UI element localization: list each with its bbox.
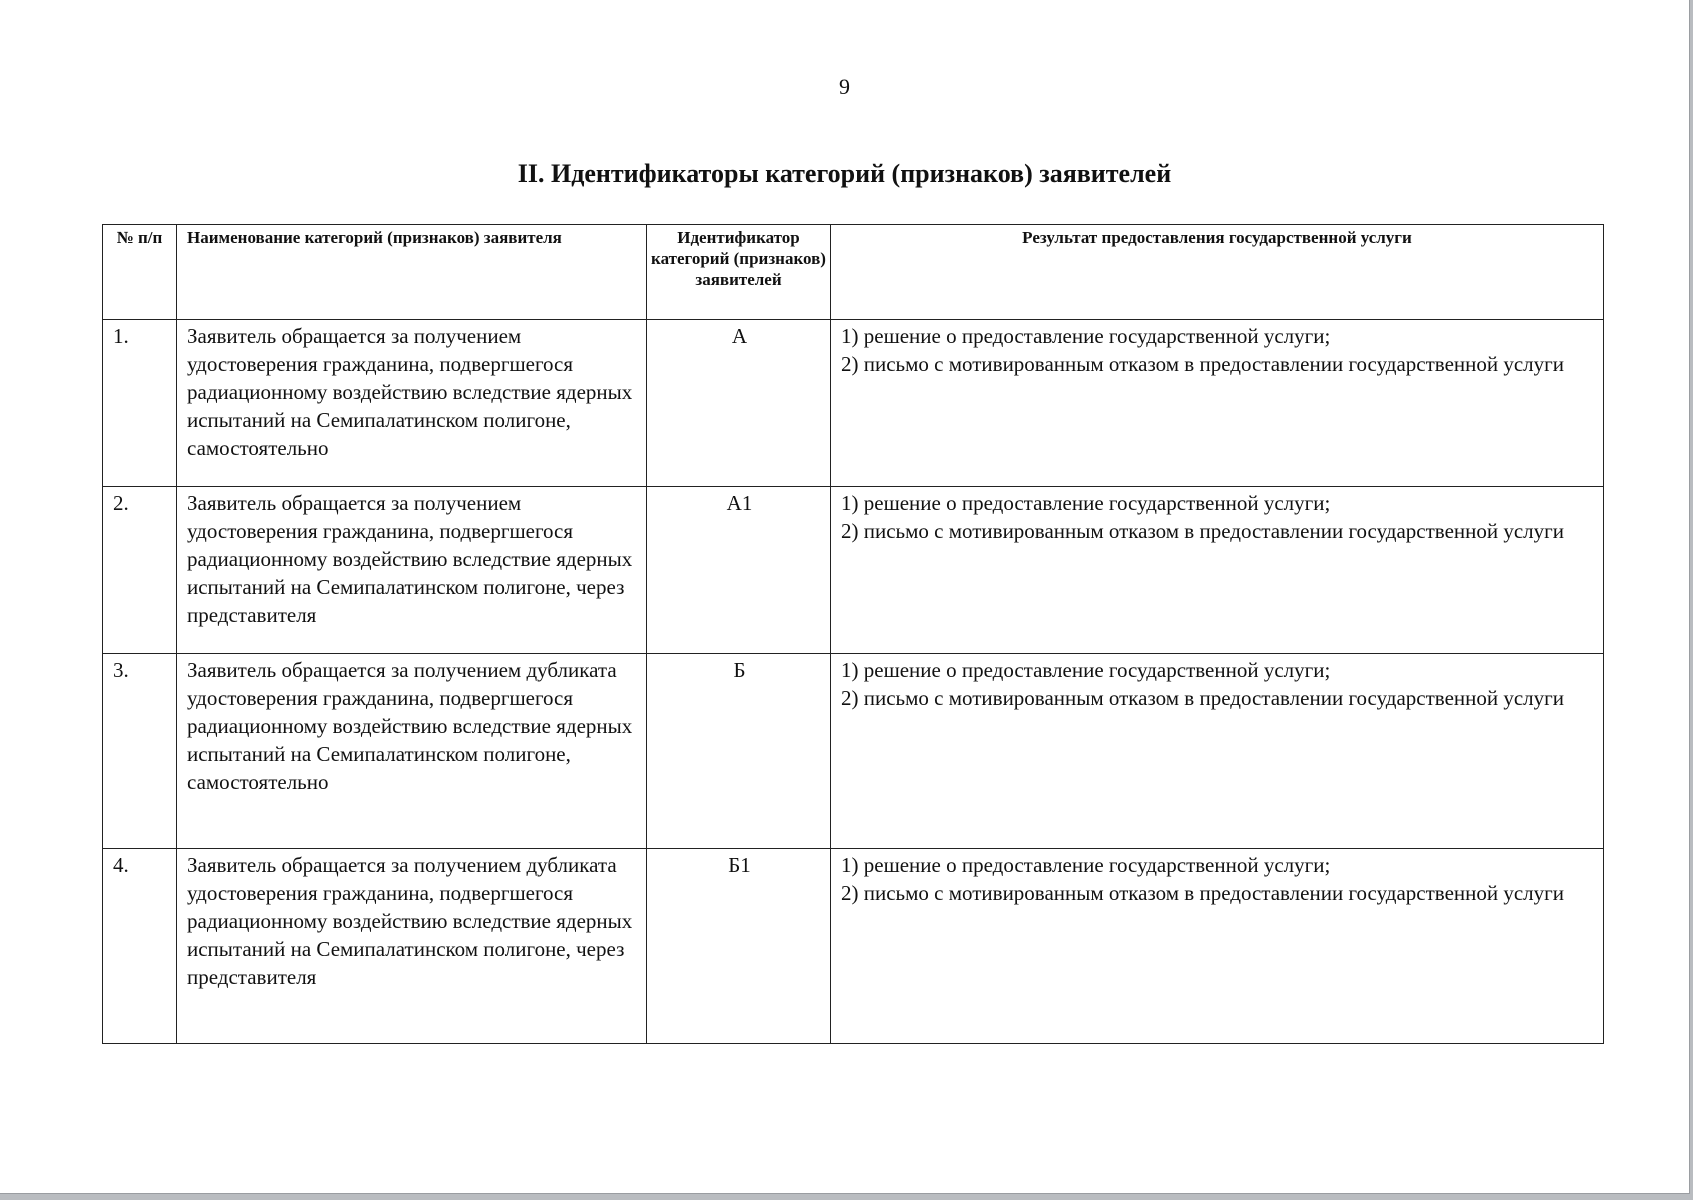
table-row xyxy=(103,654,1604,849)
result-option-2: 2) письмо с мотивированным отказом в предоставлении государственной услуги xyxy=(841,686,1565,710)
header-identifier: Идентификатор категорий (признаков) заявителей xyxy=(647,225,831,320)
row-number: 1. xyxy=(103,320,177,487)
table-header-row xyxy=(103,225,1604,320)
row-category-name: Заявитель обращается за получением удостоверения гражданина, подвергшегося радиационному воздействию вследствие ядерных испытаний на Семипалатинском полигоне, самостоятельно xyxy=(177,320,647,487)
page-number: 9 xyxy=(839,74,850,99)
result-option-2: 2) письмо с мотивированным отказом в предоставлении государственной услуги xyxy=(841,352,1565,376)
table-row xyxy=(103,849,1604,1044)
row-result xyxy=(831,320,1604,487)
row-number: 4. xyxy=(103,849,177,1044)
row-result xyxy=(831,849,1604,1044)
result-option-1: 1) решение о предоставление государственной услуги; xyxy=(841,853,1331,877)
result-option-2: 2) письмо с мотивированным отказом в предоставлении государственной услуги xyxy=(841,881,1565,905)
row-category-name: Заявитель обращается за получением дубликата удостоверения гражданина, подвергшегося радиационному воздействию вследствие ядерных испытаний на Семипалатинском полигоне, через представителя xyxy=(177,849,647,1044)
row-result xyxy=(831,487,1604,654)
row-identifier: А1 xyxy=(647,487,831,654)
section-title: II. Идентификаторы категорий (признаков) заявителей xyxy=(517,159,1172,188)
result-option-1: 1) решение о предоставление государственной услуги; xyxy=(841,324,1331,348)
row-identifier: Б1 xyxy=(647,849,831,1044)
result-option-1: 1) решение о предоставление государственной услуги; xyxy=(841,658,1331,682)
row-category-name: Заявитель обращается за получением удостоверения гражданина, подвергшегося радиационному воздействию вследствие ядерных испытаний на Семипалатинском полигоне, через представителя xyxy=(177,487,647,654)
applicant-categories-table xyxy=(102,224,1604,1044)
row-number: 3. xyxy=(103,654,177,849)
header-category-name: Наименование категорий (признаков) заявителя xyxy=(177,225,647,320)
result-option-1: 1) решение о предоставление государственной услуги; xyxy=(841,491,1331,515)
table-row xyxy=(103,487,1604,654)
result-option-2: 2) письмо с мотивированным отказом в предоставлении государственной услуги xyxy=(841,519,1565,543)
row-category-name: Заявитель обращается за получением дубликата удостоверения гражданина, подвергшегося радиационному воздействию вследствие ядерных испытаний на Семипалатинском полигоне, самостоятельно xyxy=(177,654,647,849)
row-number: 2. xyxy=(103,487,177,654)
header-number: № п/п xyxy=(103,225,177,320)
row-identifier: А xyxy=(647,320,831,487)
row-identifier: Б xyxy=(647,654,831,849)
row-result xyxy=(831,654,1604,849)
header-result: Результат предоставления государственной услуги xyxy=(831,225,1604,320)
table-row xyxy=(103,320,1604,487)
